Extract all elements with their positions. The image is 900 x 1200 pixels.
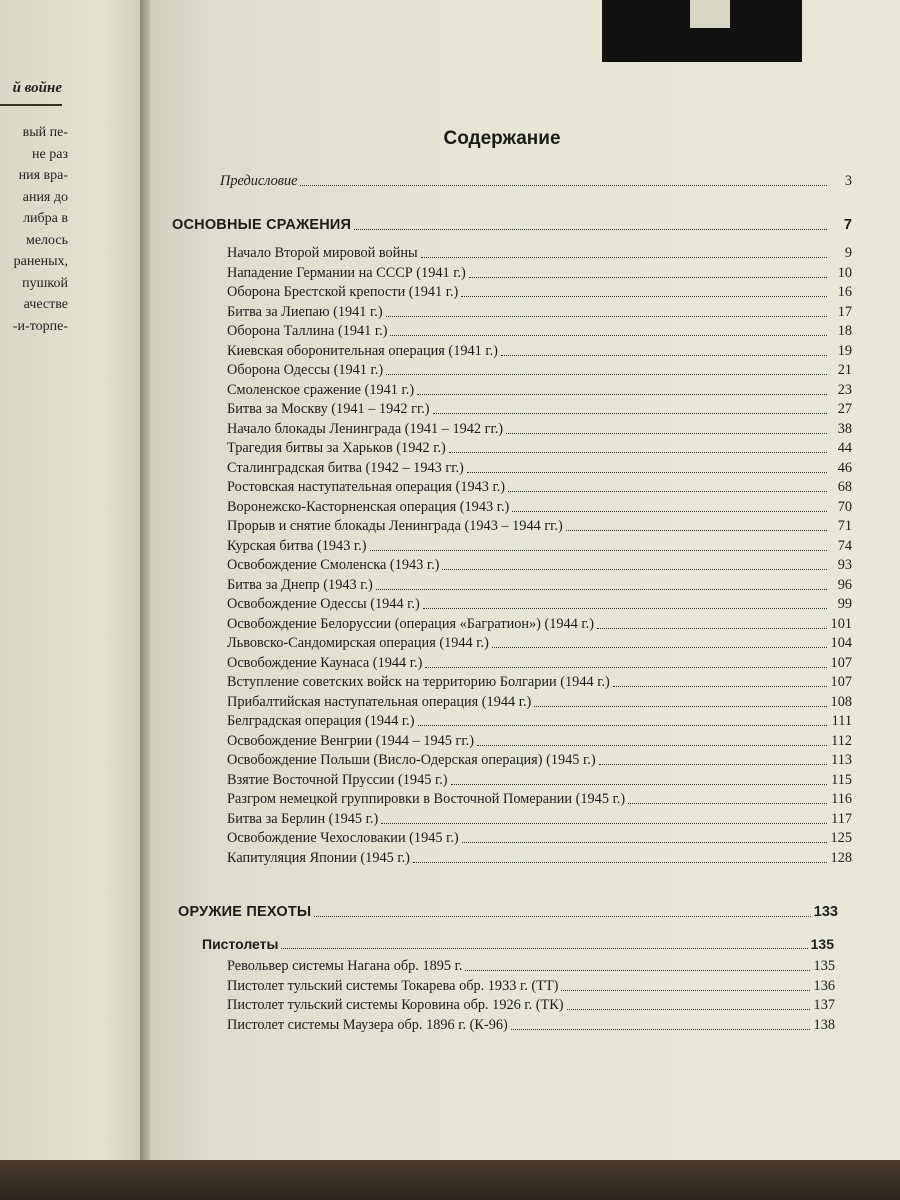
toc-subsection-label: Пистолеты [202,936,279,952]
toc-entry-page: 125 [830,830,852,846]
left-page-line: ния вра- [18,168,68,183]
leader-dots [462,841,827,843]
leader-dots [370,549,828,551]
toc-entry-label: Пистолет тульский системы Токарева обр. 1933 г. (ТТ) [227,977,559,994]
toc-entry [227,654,852,672]
leader-dots [451,783,827,785]
leader-dots [566,529,827,531]
toc-entry [227,264,852,282]
leader-dots [501,354,827,356]
toc-entry-page: 117 [831,810,852,827]
toc-section-heading [172,216,852,234]
leader-dots [467,471,827,473]
toc-entry [227,849,852,867]
toc-entry-page: 128 [830,849,852,866]
toc-entry-page: 44 [837,440,852,456]
toc-entry-page: 10 [837,264,852,281]
toc-entry-page: 68 [837,479,852,495]
toc-entry-page: 107 [830,674,852,690]
toc-entry-page: 93 [837,557,852,573]
toc-entry-page: 107 [830,654,852,671]
left-page-line: мелось [25,232,68,248]
toc-entry-page: 113 [831,752,852,768]
leader-dots [418,724,828,726]
left-page-line: ания до [22,189,68,205]
toc-entry [227,400,852,418]
toc-title: Содержание [443,128,561,149]
toc-entry-label: Львовско-Сандомирская операция (1944 г.) [227,635,489,651]
toc-entry-page: 17 [837,303,852,320]
toc-entry [227,478,852,496]
leader-dots [300,184,827,186]
leader-dots [561,989,810,991]
leader-dots [512,510,827,512]
toc-entry-page: 27 [837,401,852,417]
toc-entry [227,790,852,808]
toc-entry-label: Нападение Германии на СССР (1941 г.) [227,264,466,281]
leader-dots [465,969,810,971]
toc-entry-page: 21 [837,362,852,378]
toc-entry [227,439,852,457]
left-page-header: й войне [12,80,62,96]
toc-entry-page: 71 [837,518,852,534]
toc-entry [227,996,835,1014]
toc-entry-label: Битва за Днепр (1943 г.) [227,576,373,593]
leader-dots [281,947,807,949]
toc-entry-label: Битва за Берлин (1945 г.) [227,810,379,827]
left-page-text [0,122,68,337]
toc-entry [227,459,852,477]
toc-entry [227,303,852,321]
left-page-line: не раз [32,146,68,162]
toc-entry-label: Прибалтийская наступательная операция (1944 г.) [227,693,532,710]
leader-dots [423,607,827,609]
toc-entry-label: Взятие Восточной Пруссии (1945 г.) [227,771,448,788]
toc-entry-page: 9 [844,245,852,261]
leader-dots [417,393,827,395]
left-page [0,0,145,1160]
toc-entry [227,361,852,379]
toc-entry-page: 108 [830,693,852,710]
leader-dots [442,568,827,570]
toc-entry [227,595,852,613]
toc-entry [227,693,852,711]
right-page [150,0,900,1165]
toc-entry [227,732,852,750]
toc-section-page: 7 [843,217,852,233]
leader-dots [425,666,827,668]
toc-entry-label: Оборона Таллина (1941 г.) [227,323,388,339]
leader-dots [508,490,827,492]
toc-section-label: ОРУЖИЕ ПЕХОТЫ [178,904,312,920]
toc-subsection-page: 135 [810,936,834,952]
toc-entry-label: Белградская операция (1944 г.) [227,713,415,729]
toc-entry [227,556,852,574]
toc-entry-label: Начало блокады Ленинграда (1941 – 1942 гг.) [227,420,504,437]
toc-entry [227,829,852,847]
toc-entry-page: 136 [813,977,835,994]
leader-dots [433,412,827,414]
toc-entry [227,342,852,360]
left-page-line: либра в [23,211,68,226]
toc-entry-label: Трагедия битвы за Харьков (1942 г.) [227,440,446,456]
toc-entry-page: 23 [837,381,852,398]
toc-entry [227,517,852,535]
toc-entry-label: Освобождение Чехословакии (1945 г.) [227,830,459,846]
toc-entry-label: Сталинградская битва (1942 – 1943 гг.) [227,459,464,476]
toc-entry-label: Разгром немецкой группировки в Восточной Померании (1945 г.) [227,791,626,807]
toc-entry-label: Капитуляция Японии (1945 г.) [227,849,410,866]
toc-entry-label: Освобождение Одессы (1944 г.) [227,596,420,612]
toc-entry-label: Курская битва (1943 г.) [227,537,367,554]
toc-section-heading [178,903,838,921]
desk-surface [0,1160,900,1200]
toc-entry-page: 38 [837,420,852,437]
leader-dots [469,276,827,278]
leader-dots [613,685,827,687]
toc-entry-label: Освобождение Смоленска (1943 г.) [227,557,440,573]
toc-entry-page: 74 [837,537,852,554]
leader-dots [492,646,827,648]
toc-section-page: 133 [813,904,838,920]
left-page-line: ачестве [23,297,68,312]
toc-entry-label: Оборона Брестской крепости (1941 г.) [227,284,459,300]
toc-entry-label: Пистолет тульский системы Коровина обр. 1926 г. (ТК) [227,997,564,1013]
toc-entry-page: 96 [837,576,852,593]
toc-entry [227,615,852,633]
toc-entry-page: 116 [831,791,852,807]
toc-entry-page: 138 [813,1016,835,1033]
toc-entry [227,283,852,301]
toc-entry-page: 46 [837,459,852,476]
top-graphic-notch [690,0,730,28]
toc-entry-page: 16 [837,284,852,300]
toc-entry [227,977,835,995]
left-page-line: раненых, [13,254,68,269]
leader-dots [413,861,827,863]
toc-entry-page: 112 [831,732,852,749]
toc-entry [227,322,852,340]
toc-entry-page: 115 [831,771,852,788]
toc-entry-label: Револьвер системы Нагана обр. 1895 г. [227,958,463,974]
toc-section-label: ОСНОВНЫЕ СРАЖЕНИЯ [172,217,352,233]
toc-subsection-heading [202,935,834,953]
leader-dots [534,705,827,707]
toc-entry-page: 137 [813,997,835,1013]
toc-entry-page: 19 [837,342,852,359]
toc-entry-page: 18 [837,323,852,339]
toc-entry-label: Прорыв и снятие блокады Ленинграда (1943 – 1944 гг.) [227,518,563,534]
toc-entry-label: Освобождение Каунаса (1944 г.) [227,654,423,671]
leader-dots [506,432,827,434]
toc-entry-page: 135 [813,958,835,974]
toc-entry [227,576,852,594]
toc-entry-label: Оборона Одессы (1941 г.) [227,362,384,378]
toc-entry [227,771,852,789]
leader-dots [597,627,827,629]
toc-entry-page: 111 [831,713,852,729]
toc-entry-label: Начало Второй мировой войны [227,245,418,261]
toc-entry [227,498,852,516]
leader-dots [477,744,827,746]
header-rule [0,104,62,106]
toc-entry-label: Смоленское сражение (1941 г.) [227,381,415,398]
leader-dots [381,822,827,824]
toc-entry-label: Пистолет системы Маузера обр. 1896 г. (К-96) [227,1016,508,1033]
leader-dots [449,451,827,453]
leader-dots [628,802,827,804]
toc-entry-page: 104 [830,635,852,651]
left-page-line: пушкой [22,275,68,291]
leader-dots [567,1008,810,1010]
toc-entry-label: Воронежско-Касторненская операция (1943 г.) [227,498,510,515]
toc-entry-page: 3 [844,173,852,189]
toc-entry-page: 99 [837,596,852,612]
toc-entry-label: Битва за Лиепаю (1941 г.) [227,303,383,320]
toc-entry-preface [220,172,852,190]
leader-dots [386,373,827,375]
toc-entry [227,957,835,975]
toc-entry [227,537,852,555]
toc-entry-page: 101 [830,615,852,632]
toc-entry-page: 70 [837,498,852,515]
leader-dots [376,588,827,590]
toc-entry [227,244,852,262]
toc-entry-label: Вступление советских войск на территорию Болгарии (1944 г.) [227,674,610,690]
toc-entry-label: Освобождение Венгрии (1944 – 1945 гг.) [227,732,474,749]
toc-entry-label: Освобождение Белоруссии (операция «Багратион») (1944 г.) [227,615,595,632]
leader-dots [354,228,827,230]
toc-entry [227,381,852,399]
toc-entry [227,712,852,730]
leader-dots [511,1028,810,1030]
toc-entry [227,634,852,652]
leader-dots [421,256,827,258]
leader-dots [599,763,827,765]
toc-entry [227,1016,835,1034]
toc-entry [227,751,852,769]
toc-entry-label: Предисловие [220,173,298,189]
toc-entry-label: Киевская оборонительная операция (1941 г.) [227,342,498,359]
leader-dots [314,915,810,917]
toc-entry-label: Битва за Москву (1941 – 1942 гг.) [227,401,430,417]
leader-dots [390,334,827,336]
toc-entry [227,810,852,828]
leader-dots [461,295,827,297]
toc-entry-label: Освобождение Польши (Висло-Одерская операция) (1945 г.) [227,752,596,768]
toc-entry [227,420,852,438]
leader-dots [386,315,827,317]
toc-entry-label: Ростовская наступательная операция (1943 г.) [227,479,506,495]
toc-entry [227,673,852,691]
left-page-line: вый пе- [22,125,68,140]
left-page-line: -и-торпе- [12,318,68,334]
